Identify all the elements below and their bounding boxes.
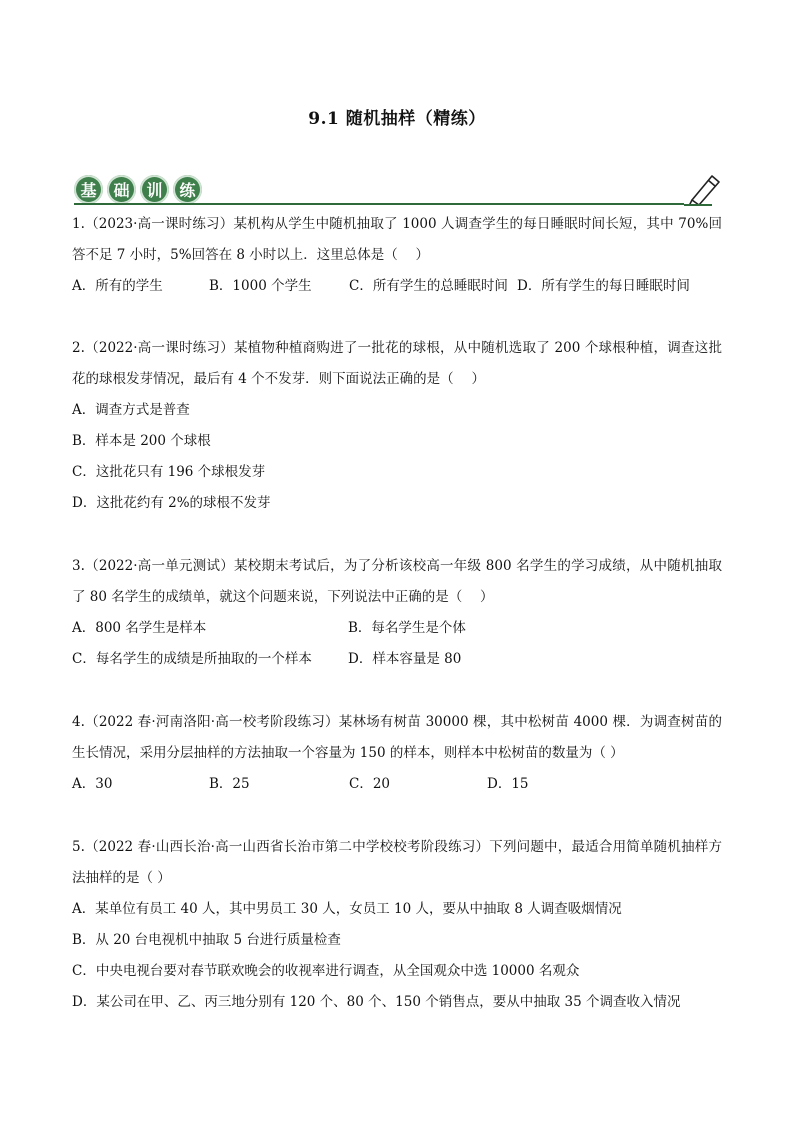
option-b: B．1000 个学生 — [209, 278, 312, 294]
banner-char: 训 — [140, 175, 169, 204]
option-d: D．15 — [487, 776, 529, 792]
banner-rule — [74, 203, 684, 205]
option-c: C．所有学生的总睡眠时间 — [349, 278, 508, 294]
options-row — [72, 613, 722, 644]
question-5 — [72, 832, 722, 1018]
banner-char: 练 — [173, 175, 202, 204]
option-b: B．25 — [209, 776, 250, 792]
option-c: C．中央电视台要对春节联欢晚会的收视率进行调查，从全国观众中选 10000 名观众 — [72, 963, 580, 979]
option-d: D．这批花约有 2%的球根不发芽 — [72, 495, 271, 511]
banner-char: 基 — [74, 175, 103, 204]
option-c: C．每名学生的成绩是所抽取的一个样本 — [72, 651, 312, 667]
question-stem: 2.（2022·高一课时练习）某植物种植商购进了一批花的球根，从中随机选取了 200 个球根种植，调查这批花的球根发芽情况，最后有 4 个不发芽．则下面说法正确的是（ ） — [72, 340, 722, 387]
question-stem: 3.（2022·高一单元测试）某校期末考试后，为了分析该校高一年级 800 名学生的学习成绩，从中随机抽取了 80 名学生的成绩单，就这个问题来说，下列说法中正确的是（ ） — [72, 558, 722, 605]
option-d: D．某公司在甲、乙、丙三地分别有 120 个、80 个、150 个销售点，要从中抽取 35 个调查收入情况 — [72, 994, 681, 1010]
option-b: B．每名学生是个体 — [348, 620, 466, 636]
option-b: B．从 20 台电视机中抽取 5 台进行质量检查 — [72, 932, 341, 948]
question-4 — [72, 707, 722, 800]
option-d: D．所有学生的每日睡眠时间 — [517, 278, 690, 294]
option-c: C．20 — [349, 776, 391, 792]
option-c: C．这批花只有 196 个球根发芽 — [72, 464, 266, 480]
option-a: A．调查方式是普查 — [72, 402, 190, 418]
section-banner — [74, 172, 722, 208]
question-stem: 1.（2023·高一课时练习）某机构从学生中随机抽取了 1000 人调查学生的每日睡眠时间长短，其中 70%回答不足 7 小时，5%回答在 8 小时以上．这里总体是（ ） — [72, 216, 722, 263]
question-stem: 4.（2022 春·河南洛阳·高一校考阶段练习）某林场有树苗 30000 棵，其中松树苗 4000 棵．为调查树苗的生长情况，采用分层抽样的方法抽取一个容量为 150 的样本，则样本中松树苗的数量为（ ） — [72, 714, 722, 761]
option-a: A．所有的学生 — [72, 278, 163, 294]
question-stem: 5.（2022 春·山西长治·高一山西省长治市第二中学校校考阶段练习）下列问题中，最适合用简单随机抽样方法抽样的是（ ） — [72, 839, 722, 886]
options-row — [72, 271, 722, 302]
question-2 — [72, 333, 722, 519]
options-row — [72, 769, 722, 800]
option-a: A．30 — [72, 776, 113, 792]
page-title: 9.1 随机抽样（精练） — [308, 109, 486, 129]
options-row — [72, 644, 722, 675]
option-b: B．样本是 200 个球根 — [72, 433, 211, 449]
question-1 — [72, 209, 722, 302]
banner-char: 础 — [107, 175, 136, 204]
pencil-icon — [682, 170, 722, 206]
option-a: A．某单位有员工 40 人，其中男员工 30 人，女员工 10 人，要从中抽取 8 人调查吸烟情况 — [72, 901, 622, 917]
question-3 — [72, 551, 722, 675]
option-d: D．样本容量是 80 — [348, 651, 462, 667]
option-a: A．800 名学生是样本 — [72, 620, 207, 636]
